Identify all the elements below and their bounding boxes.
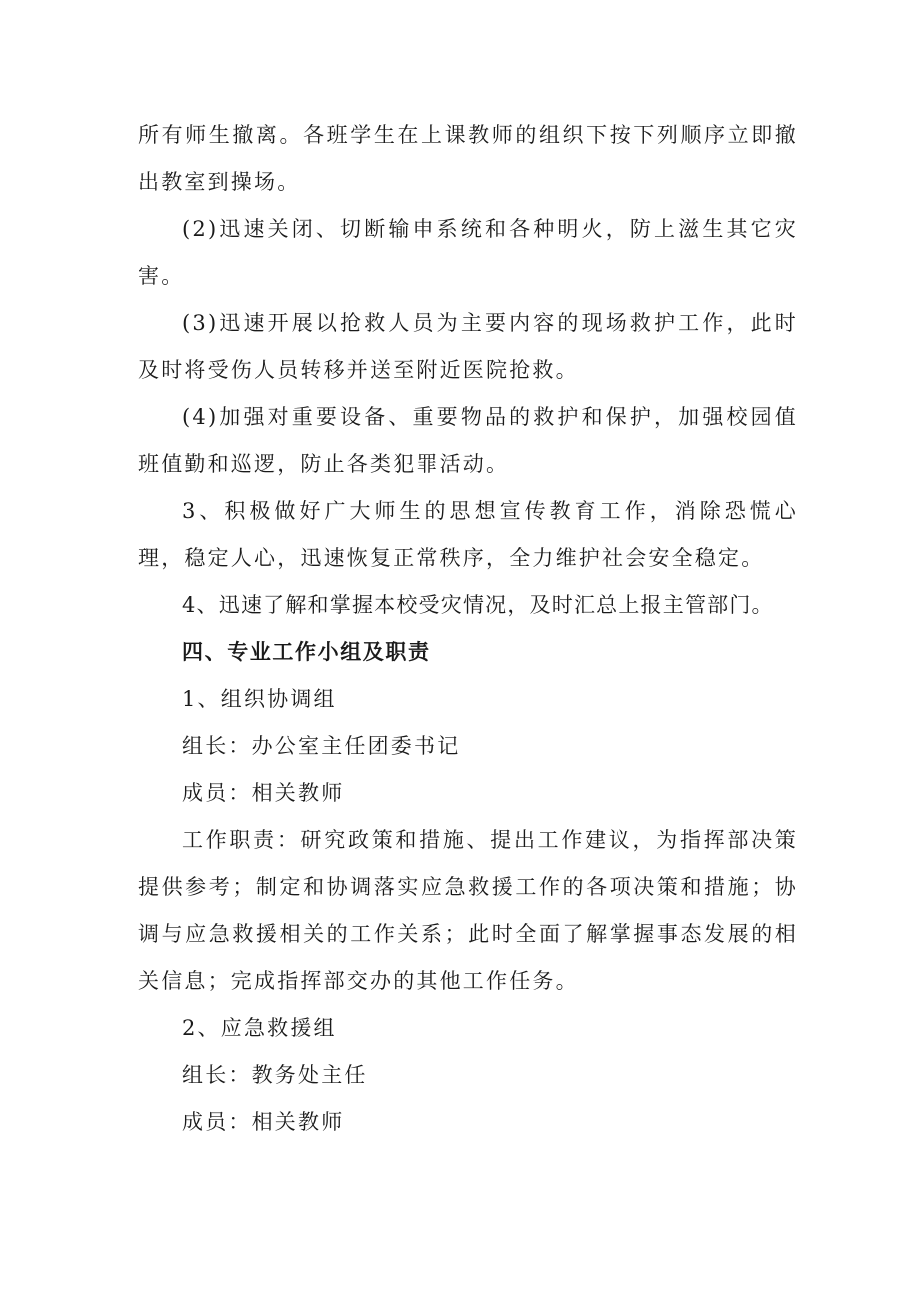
paragraph-item-3: (3)迅速开展以抢救人员为主要内容的现场救护工作，此时及时将受伤人员转移并送至附近医院抢救。 bbox=[138, 311, 798, 382]
paragraph-point-4: 4、迅速了解和掌握本校受灾情况，及时汇总上报主管部门。 bbox=[182, 593, 774, 617]
paragraph-item-2: (2)迅速关闭、切断输申系统和各种明火，防上滋生其它灾害。 bbox=[138, 217, 798, 288]
paragraph-item-4: (4)加强对重要设备、重要物品的救护和保护，加强校园值班值勤和巡逻，防止各类犯罪活动。 bbox=[138, 405, 798, 476]
section-heading: 四、专业工作小组及职责 bbox=[182, 640, 431, 664]
paragraph-evacuation: 所有师生撤离。各班学生在上课教师的组织下按下列顺序立即撤出教室到操场。 bbox=[138, 123, 798, 194]
subsection-title-1: 1、组织协调组 bbox=[182, 687, 337, 711]
group-leader-1: 组长：办公室主任团委书记 bbox=[182, 734, 461, 758]
paragraph-point-3: 3、积极做好广大师生的思想宣传教育工作，消除恐慌心理，稳定人心，迅速恢复正常秩序，全力维护社会安全稳定。 bbox=[138, 499, 798, 570]
duties-paragraph-1: 工作职责：研究政策和措施、提出工作建议，为指挥部决策提供参考；制定和协调落实应急救援工作的各项决策和措施；协调与应急救援相关的工作关系；此时全面了解掌握事态发展的相关信息；完成指挥部交办的其他工作任务。 bbox=[138, 828, 798, 993]
subsection-title-2: 2、应急救援组 bbox=[182, 1016, 337, 1040]
group-members-1: 成员：相关教师 bbox=[182, 781, 345, 805]
document-page bbox=[138, 112, 798, 1146]
group-members-2: 成员：相关教师 bbox=[182, 1110, 345, 1134]
group-leader-2: 组长：教务处主任 bbox=[182, 1063, 368, 1087]
